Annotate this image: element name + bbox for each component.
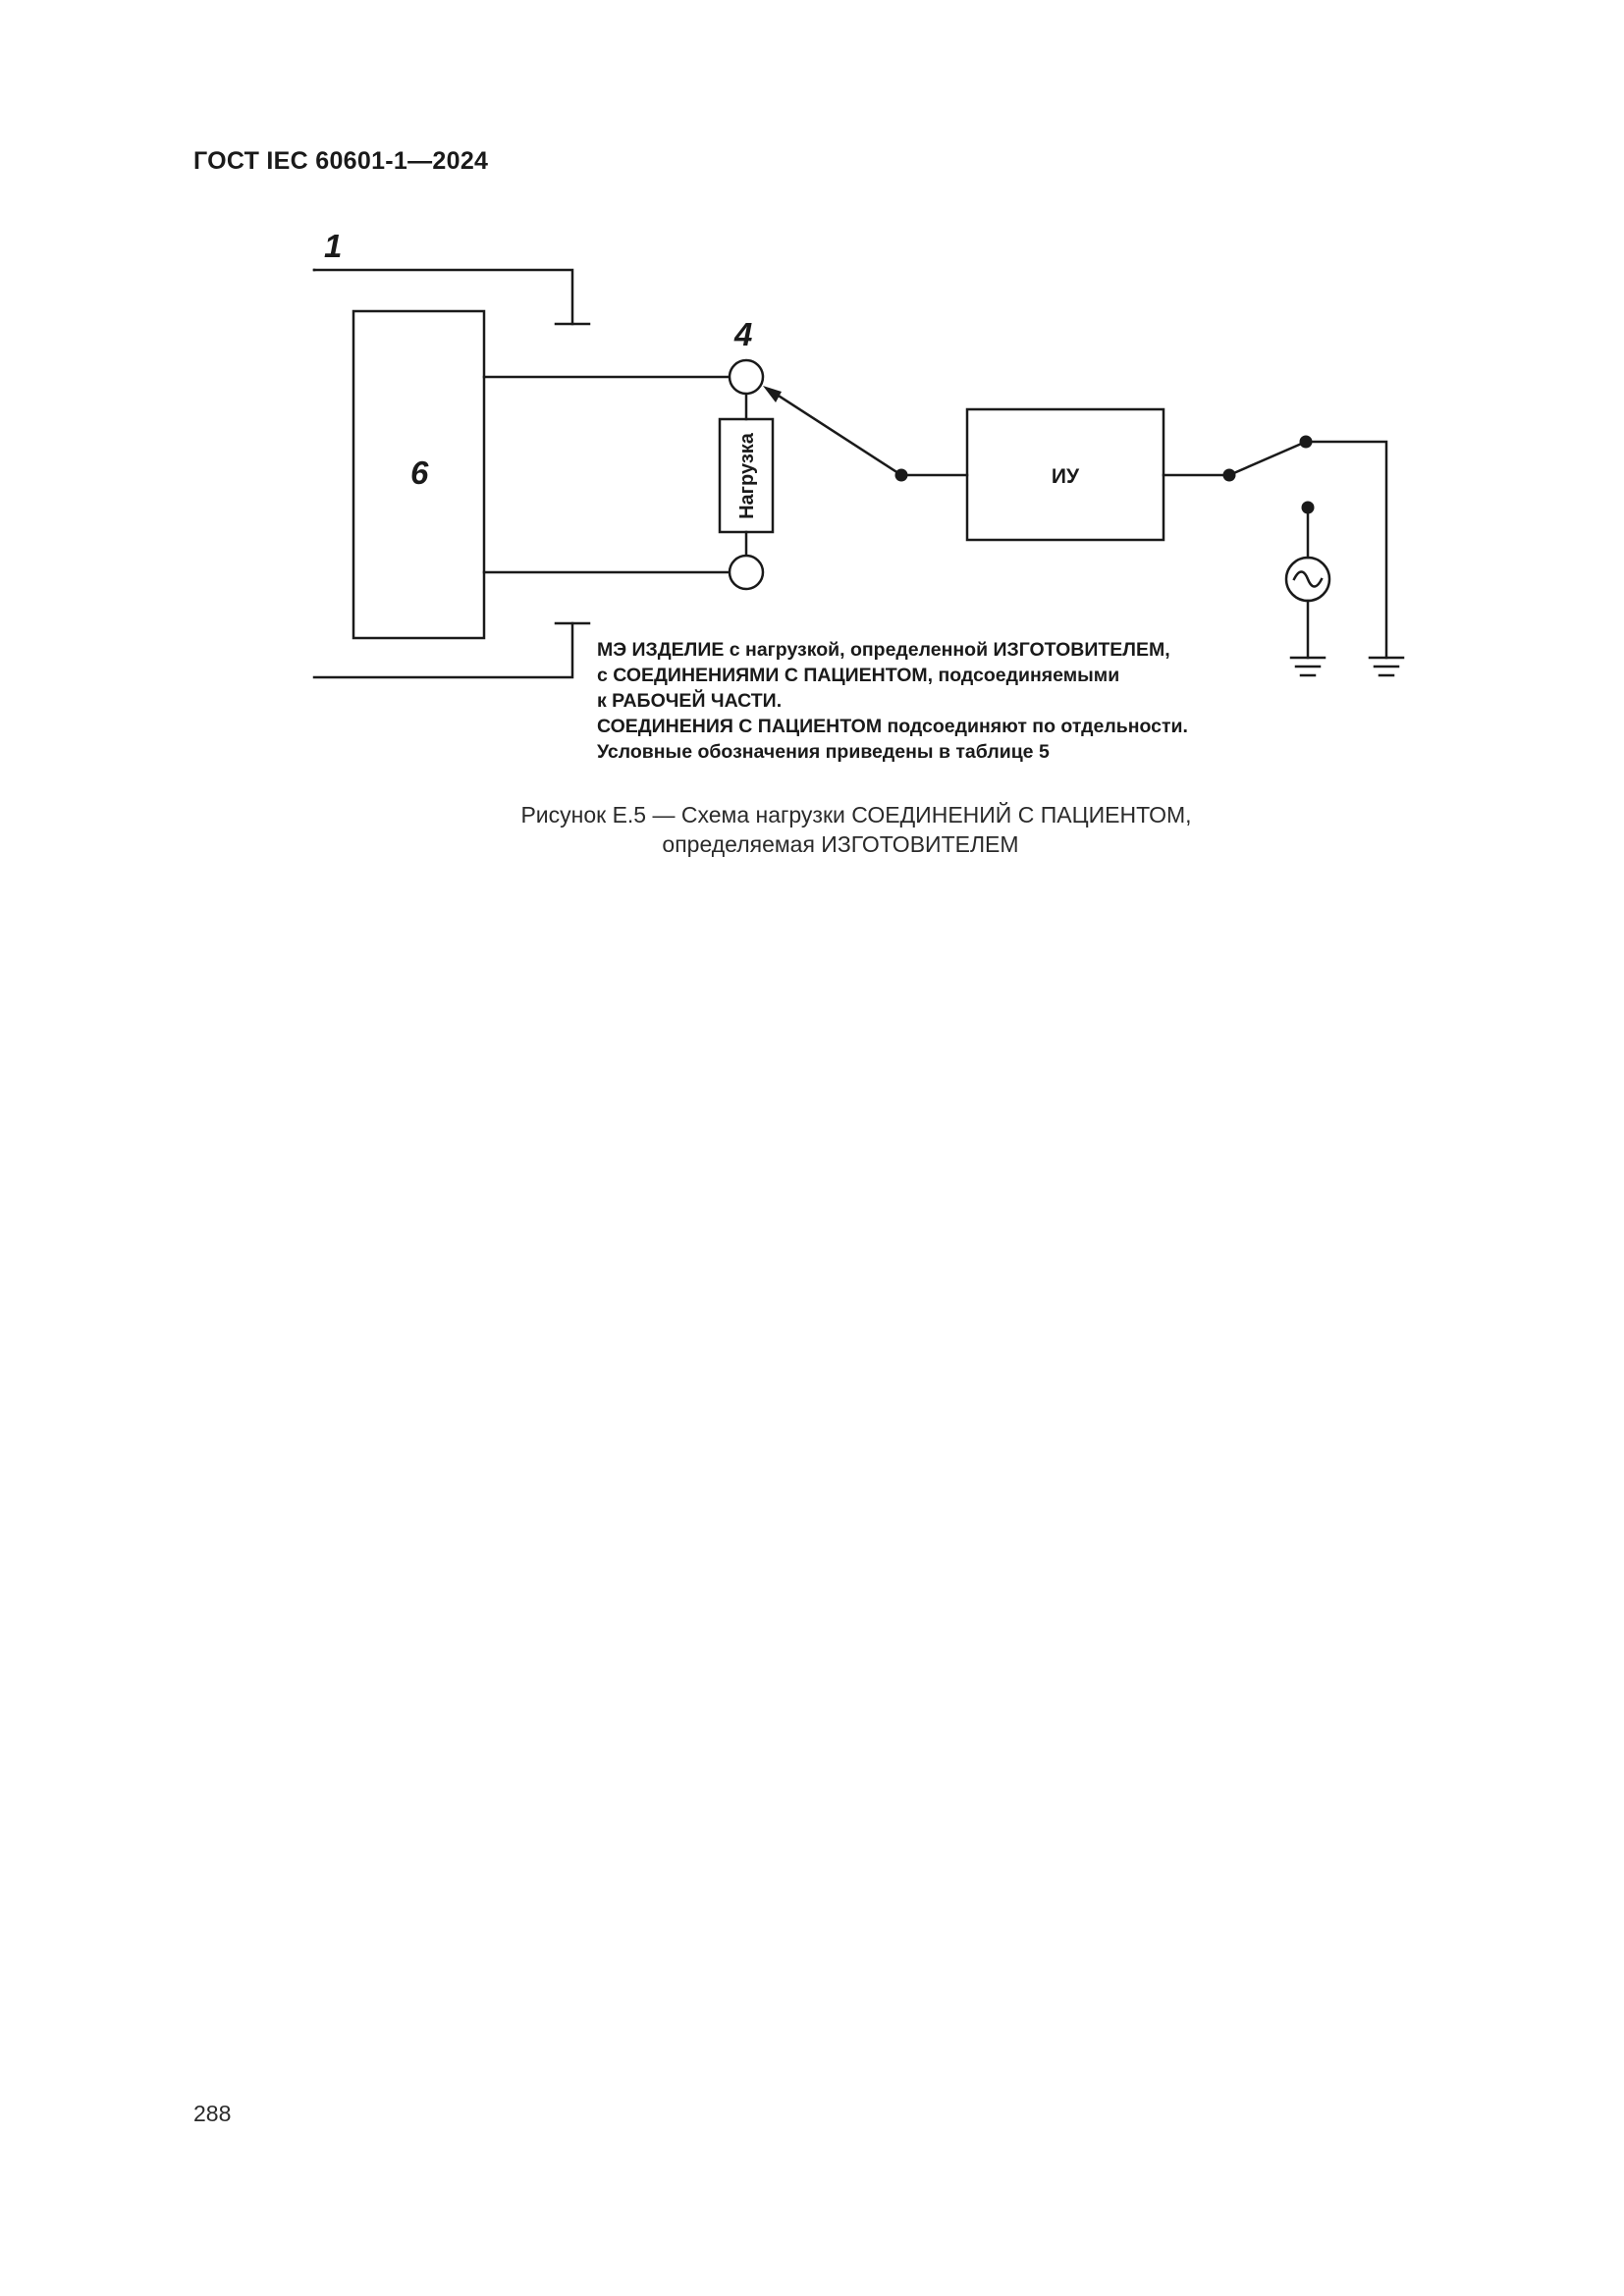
terminal-icon: [730, 556, 763, 589]
output-switch-contact: [1300, 436, 1313, 449]
ac-source-node: [1302, 502, 1315, 514]
figure-notes: [597, 639, 1188, 763]
ac-source-icon: [1294, 572, 1322, 587]
output-switch-arm: [1229, 442, 1306, 475]
circuit-figure: [0, 0, 1624, 785]
note-line: МЭ ИЗДЕЛИЕ с нагрузкой, определенной ИЗГОТОВИТЕЛЕМ,: [597, 639, 1170, 661]
label-1: 1: [324, 228, 343, 264]
switch-node: [895, 469, 908, 482]
ground-icon: [1291, 658, 1325, 675]
caption-line-1: Рисунок Е.5 — Схема нагрузки СОЕДИНЕНИЙ С ПАЦИЕНТОМ,: [520, 802, 1192, 828]
note-line: Условные обозначения приведены в таблице 5: [597, 741, 1050, 763]
ground-icon: [1370, 658, 1403, 675]
figure-caption: [0, 800, 1624, 859]
note-line: к РАБОЧЕЙ ЧАСТИ.: [597, 690, 783, 712]
page-number: 288: [193, 2101, 232, 2126]
right-ground-wire: [1306, 442, 1386, 658]
label-6: 6: [410, 454, 429, 491]
document-header: ГОСТ IEC 60601-1—2024: [193, 147, 489, 175]
load-label: Нагрузка: [736, 433, 758, 519]
output-switch-node: [1223, 469, 1236, 482]
note-line: СОЕДИНЕНИЯ С ПАЦИЕНТОМ подсоединяют по отдельности.: [597, 716, 1188, 737]
label-4: 4: [734, 316, 753, 352]
note-line: с СОЕДИНЕНИЯМИ С ПАЦИЕНТОМ, подсоединяемыми: [597, 665, 1120, 686]
terminal-icon: [730, 360, 763, 394]
switch-arm: [771, 391, 901, 475]
iu-label: ИУ: [1051, 465, 1080, 488]
circuit-diagram: [0, 0, 1624, 785]
caption-line-2: определяемая ИЗГОТОВИТЕЛЕМ: [662, 831, 1019, 857]
switch-arrowhead: [763, 386, 782, 402]
